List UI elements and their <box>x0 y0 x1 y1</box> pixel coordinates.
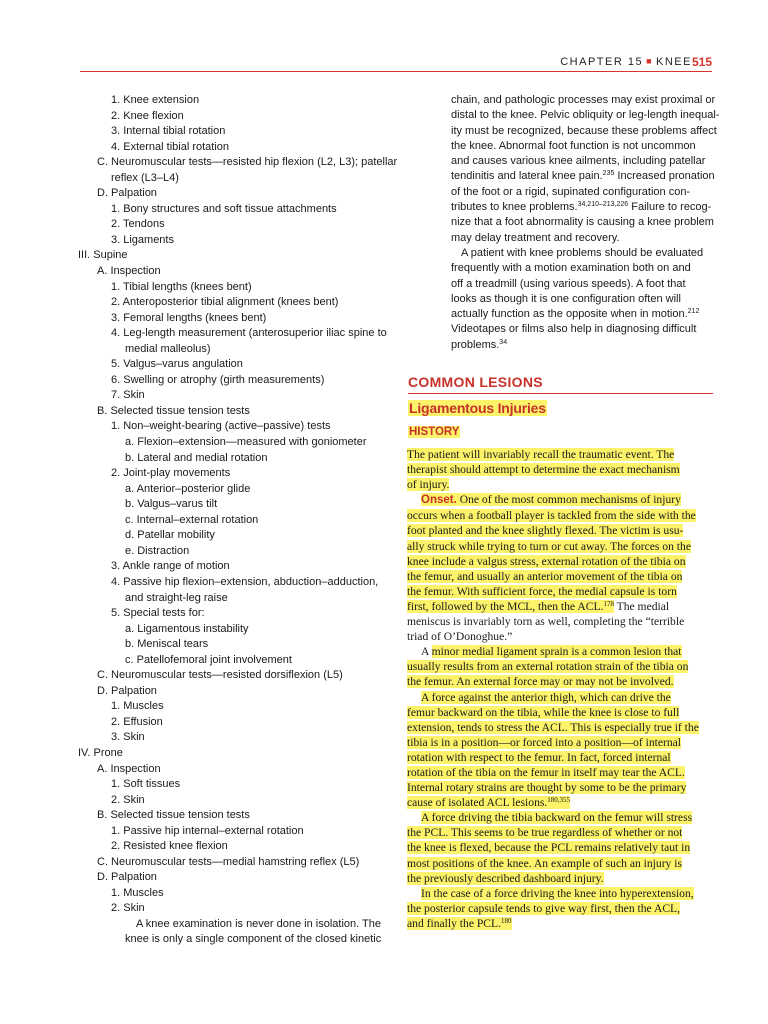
outline-item: 3. Skin <box>111 731 145 744</box>
line-text: distal to the knee. Pelvic obliquity or leg-length inequal- <box>451 109 720 122</box>
citation-superscript: 180 <box>501 916 512 925</box>
body-line <box>407 871 713 886</box>
line-text: of the foot or a rigid, supinated configuration con- <box>451 185 691 198</box>
highlighted-text <box>407 872 604 885</box>
line-text: tributes to knee problems. <box>451 201 578 214</box>
paragraph-line <box>451 246 713 261</box>
body-line <box>407 840 713 855</box>
outline-item: B. Selected tissue tension tests <box>97 809 250 822</box>
line-text: the posterior capsule tends to give way first, then the ACL, <box>407 901 681 915</box>
line-text: One of the most common mechanisms of injury <box>456 493 681 507</box>
line-text: femur backward on the tibia, while the knee is close to full <box>407 705 680 719</box>
body-line <box>407 508 713 523</box>
outline-item: b. Meniscal tears <box>125 638 209 651</box>
highlighted-text <box>407 796 570 809</box>
outline-column <box>78 93 398 948</box>
body-text <box>407 615 684 628</box>
paragraph-line <box>451 169 713 184</box>
body-line <box>407 750 713 765</box>
line-text: and causes various knee ailments, including patellar <box>451 155 706 168</box>
line-text: problems. <box>451 338 500 351</box>
outline-item: D. Palpation <box>97 684 157 697</box>
outline-item: D. Palpation <box>97 187 157 200</box>
line-text: off a treadmill (using various speeds). A foot that <box>451 277 686 290</box>
outline-item: 7. Skin <box>111 389 145 402</box>
highlighted-text <box>421 811 692 824</box>
paragraph-line <box>451 261 713 276</box>
highlighted-text <box>407 841 690 854</box>
citation-superscript: 34,210–213,226 <box>577 201 629 209</box>
body-text <box>407 630 512 643</box>
highlighted-text <box>407 509 696 522</box>
highlighted-text <box>407 660 688 673</box>
line-text: frequently with a motion examination both on and <box>451 262 691 275</box>
highlighted-text <box>421 887 694 900</box>
highlighted-text <box>407 448 674 461</box>
paragraph-line <box>451 185 713 200</box>
outline-item: 2. Knee flexion <box>111 109 184 122</box>
citation-superscript: 212 <box>687 308 700 316</box>
outline-item: e. Distraction <box>125 544 190 557</box>
citation-superscript: 34 <box>499 338 508 346</box>
line-text: ity must be recognized, because these problems affect <box>451 124 717 137</box>
line-text: the femur, and usually an anterior movement of the tibia on <box>407 569 683 583</box>
left-paragraph-line: knee is only a single component of the closed kinetic <box>125 933 382 946</box>
highlighted-text <box>407 917 512 930</box>
paragraph-line <box>451 124 717 139</box>
separator-square-icon: ■ <box>646 56 654 66</box>
outline-item: 2. Joint-play movements <box>111 467 231 480</box>
outline-item: 2. Resisted knee flexion <box>111 840 228 853</box>
outline-item: 1. Bony structures and soft tissue attachments <box>111 202 337 215</box>
outline-item: a. Flexion–extension—measured with goniometer <box>125 436 367 449</box>
body-line <box>407 720 713 735</box>
highlighted-text <box>407 540 691 553</box>
outline-item: D. Palpation <box>97 871 157 884</box>
outline-item: 4. External tibial rotation <box>111 140 230 153</box>
paragraph-line <box>451 200 713 215</box>
paragraph-line <box>451 292 713 307</box>
paragraph-line <box>451 231 713 246</box>
body-line <box>407 886 713 901</box>
outline-item: 1. Soft tissues <box>111 778 181 791</box>
line-text: most positions of the knee. An example of such an injury is <box>407 856 682 870</box>
body-line <box>407 492 713 508</box>
line-text: minor medial ligament sprain is a common lesion that <box>431 645 682 659</box>
body-line <box>407 659 713 674</box>
line-text-after: Increased pronation <box>614 170 715 183</box>
body-line <box>407 629 713 644</box>
chapter-label: CHAPTER 15 ■ KNEE <box>560 56 692 68</box>
line-text: Videotapes or films also help in diagnosing difficult <box>451 323 697 336</box>
page-number: 515 <box>691 55 712 69</box>
line-text-after: Failure to recog- <box>628 201 712 214</box>
section-rule <box>408 393 713 394</box>
paragraph-line <box>451 93 716 108</box>
body-line <box>407 901 713 916</box>
line-text: Internal rotary strains are thought by some to be the primary <box>407 781 687 795</box>
outline-item: 5. Valgus–varus angulation <box>111 358 243 371</box>
line-text: ally struck while trying to turn or cut away. The forces on the <box>407 539 691 553</box>
history-body <box>407 447 713 931</box>
highlighted-text <box>407 478 449 491</box>
line-text: foot planted and the knee slightly flexed. The victim is usu- <box>407 524 684 538</box>
running-header <box>0 54 768 74</box>
line-text: occurs when a football player is tackled from the side with the <box>407 509 696 523</box>
line-text: knee include a valgus stress, external rotation of the tibia on <box>407 554 686 568</box>
line-text: the femur. An external force may or may not be involved. <box>407 675 674 689</box>
outline-item: C. Neuromuscular tests—medial hamstring reflex (L5) <box>97 855 360 868</box>
body-line <box>407 599 713 614</box>
outline-item: 4. Leg-length measurement (anterosuperior iliac spine to <box>111 327 387 340</box>
line-text: triad of O’Donoghue.” <box>407 630 513 644</box>
common-lesions-heading: COMMON LESIONS <box>408 374 543 390</box>
outline-item: 2. Anteroposterior tibial alignment (knees bent) <box>111 296 339 309</box>
line-text: usually results from an external rotation strain of the tibia on <box>407 660 689 674</box>
line-text: The patient will invariably recall the traumatic event. The <box>407 448 675 461</box>
highlighted-text <box>407 706 679 719</box>
line-text: the femur. With sufficient force, the medial capsule is torn <box>407 584 677 598</box>
line-text: the knee. Abnormal foot function is not uncommon <box>451 139 696 152</box>
line-text: and finally the PCL. <box>407 916 502 930</box>
outline-item: 1. Knee extension <box>111 94 200 106</box>
outline-item: 2. Skin <box>111 902 145 915</box>
paragraph-line <box>451 139 713 154</box>
line-text-after: The medial <box>613 599 670 613</box>
header-rule <box>80 71 712 72</box>
body-line <box>407 705 713 720</box>
outline-item: 2. Tendons <box>111 218 165 231</box>
outline-item: A. Inspection <box>97 762 161 775</box>
outline-item: 1. Non–weight-bearing (active–passive) tests <box>111 420 331 433</box>
highlighted-text <box>407 902 680 915</box>
line-text: A force against the anterior thigh, which can drive the <box>421 690 671 704</box>
line-text: tibia is in a position—or forced into a position—of internal <box>407 735 682 749</box>
line-text: cause of isolated ACL lesions. <box>407 796 548 810</box>
body-line <box>407 810 713 825</box>
highlighted-text <box>407 766 685 779</box>
outline-item: 3. Internal tibial rotation <box>111 125 226 138</box>
body-line <box>407 690 713 705</box>
body-line <box>407 539 713 554</box>
outline-item: 3. Ankle range of motion <box>111 560 230 573</box>
body-line <box>407 462 713 477</box>
line-text: looks as though it is one configuration often will <box>451 292 681 305</box>
line-text: chain, and pathologic processes may exist proximal or <box>451 94 716 106</box>
outline-item: 4. Passive hip flexion–extension, abduction–adduction, <box>111 575 379 588</box>
citation-superscript: 178 <box>603 599 614 608</box>
highlighted-text <box>407 721 699 734</box>
paragraph-line <box>451 322 713 337</box>
body-line <box>407 735 713 750</box>
line-text: actually function as the opposite when in motion. <box>451 308 688 321</box>
paragraph-line <box>451 277 713 292</box>
body-line <box>407 554 713 569</box>
line-text: therapist should attempt to determine the exact mechanism <box>407 463 680 477</box>
line-text: In the case of a force driving the knee into hyperextension, <box>421 886 694 900</box>
ligamentous-injuries-heading: Ligamentous Injuries <box>409 400 546 416</box>
citation-superscript: 180,355 <box>547 796 571 805</box>
left-paragraph <box>78 917 382 948</box>
outline-item: c. Patellofemoral joint involvement <box>125 653 292 666</box>
line-text: rotation of the tibia on the femur in itself may tear the ACL. <box>407 765 685 779</box>
highlighted-text <box>407 524 683 537</box>
outline-item: 1. Muscles <box>111 700 164 713</box>
highlighted-text <box>407 826 682 839</box>
paragraph-line <box>451 338 713 353</box>
line-text: of injury. <box>407 478 450 492</box>
highlighted-text <box>407 736 681 749</box>
citation-superscript: 235 <box>602 170 615 178</box>
outline-item: b. Valgus–varus tilt <box>125 498 218 511</box>
line-text: first, followed by the MCL, then the ACL. <box>407 599 604 613</box>
line-text: extension, tends to stress the ACL. This is especially true if the <box>407 720 699 734</box>
body-line <box>407 584 713 599</box>
highlighted-text <box>407 781 686 794</box>
highlighted-text <box>407 675 674 688</box>
body-line <box>407 780 713 795</box>
outline-item: d. Patellar mobility <box>125 529 215 542</box>
line-text: the PCL. This seems to be true regardless of whether or not <box>407 826 683 840</box>
outline-item: A. Inspection <box>97 265 161 278</box>
outline-item: 5. Special tests for: <box>111 607 205 620</box>
outline-item: 3. Femoral lengths (knees bent) <box>111 311 267 324</box>
outline-item: 2. Effusion <box>111 715 163 728</box>
line-text: tendinitis and lateral knee pain. <box>451 170 603 183</box>
outline-item: 6. Swelling or atrophy (girth measurements) <box>111 373 325 386</box>
line-text: meniscus is invariably torn as well, completing the “terrible <box>407 615 685 629</box>
outline-item: reflex (L3–L4) <box>111 171 179 184</box>
line-text: the previously described dashboard injury. <box>407 871 604 885</box>
body-line <box>407 825 713 840</box>
outline-item: C. Neuromuscular tests—resisted dorsiflexion (L5) <box>97 669 343 682</box>
outline-item: c. Internal–external rotation <box>125 513 259 526</box>
body-line <box>407 447 713 462</box>
outline-item: 1. Muscles <box>111 886 164 899</box>
outline-item: b. Lateral and medial rotation <box>125 451 268 464</box>
highlighted-text <box>407 570 682 583</box>
outline-item: and straight-leg raise <box>125 591 228 604</box>
body-line <box>407 644 713 659</box>
left-paragraph-line: A knee examination is never done in isolation. The <box>136 917 382 930</box>
outline-item: C. Neuromuscular tests—resisted hip flexion (L2, L3); patellar <box>97 156 398 169</box>
body-line <box>407 795 713 810</box>
body-line <box>407 856 713 871</box>
body-line <box>407 477 713 492</box>
outline-item: III. Supine <box>78 249 128 262</box>
paragraph-line <box>451 215 713 230</box>
paragraph-line <box>451 154 713 169</box>
line-text: A patient with knee problems should be evaluated <box>461 246 704 259</box>
body-line <box>407 674 713 689</box>
outline-item: B. Selected tissue tension tests <box>97 404 250 417</box>
highlighted-text <box>407 555 686 568</box>
highlighted-text <box>421 493 681 506</box>
line-text: nize that a foot abnormality is causing a knee problem <box>451 216 714 229</box>
outline-item: a. Ligamentous instability <box>125 622 249 635</box>
body-line <box>407 614 713 629</box>
onset-run-in-heading: Onset. <box>421 494 457 507</box>
outline-item: 2. Skin <box>111 793 145 806</box>
outline-item: a. Anterior–posterior glide <box>125 482 251 495</box>
highlighted-text <box>407 585 677 598</box>
highlighted-text <box>407 600 614 613</box>
line-prefix: A <box>421 645 432 659</box>
body-line <box>407 916 713 931</box>
highlighted-text <box>432 645 682 658</box>
outline-list <box>78 93 398 917</box>
outline-item: 1. Passive hip internal–external rotation <box>111 824 304 837</box>
right-paragraph <box>451 93 720 353</box>
highlighted-text <box>407 857 682 870</box>
outline-item: 1. Tibial lengths (knees bent) <box>111 280 252 293</box>
highlighted-text <box>421 691 671 704</box>
body-line <box>407 765 713 780</box>
line-text: may delay treatment and recovery. <box>451 231 620 244</box>
body-line <box>407 523 713 538</box>
line-text: the knee is flexed, because the PCL remains relatively taut in <box>407 841 691 855</box>
right-column-top <box>451 93 720 353</box>
paragraph-line <box>451 307 713 322</box>
body-line <box>407 569 713 584</box>
line-text: rotation with respect to the femur. In fact, forced internal <box>407 750 671 764</box>
highlighted-text <box>407 751 671 764</box>
outline-item: 3. Ligaments <box>111 233 174 246</box>
paragraph-line <box>451 108 720 123</box>
highlighted-text <box>407 463 680 476</box>
line-text: A force driving the tibia backward on the femur will stress <box>421 811 693 825</box>
history-heading: HISTORY <box>409 426 460 438</box>
outline-item: medial malleolus) <box>125 342 211 355</box>
outline-item: IV. Prone <box>78 746 123 759</box>
